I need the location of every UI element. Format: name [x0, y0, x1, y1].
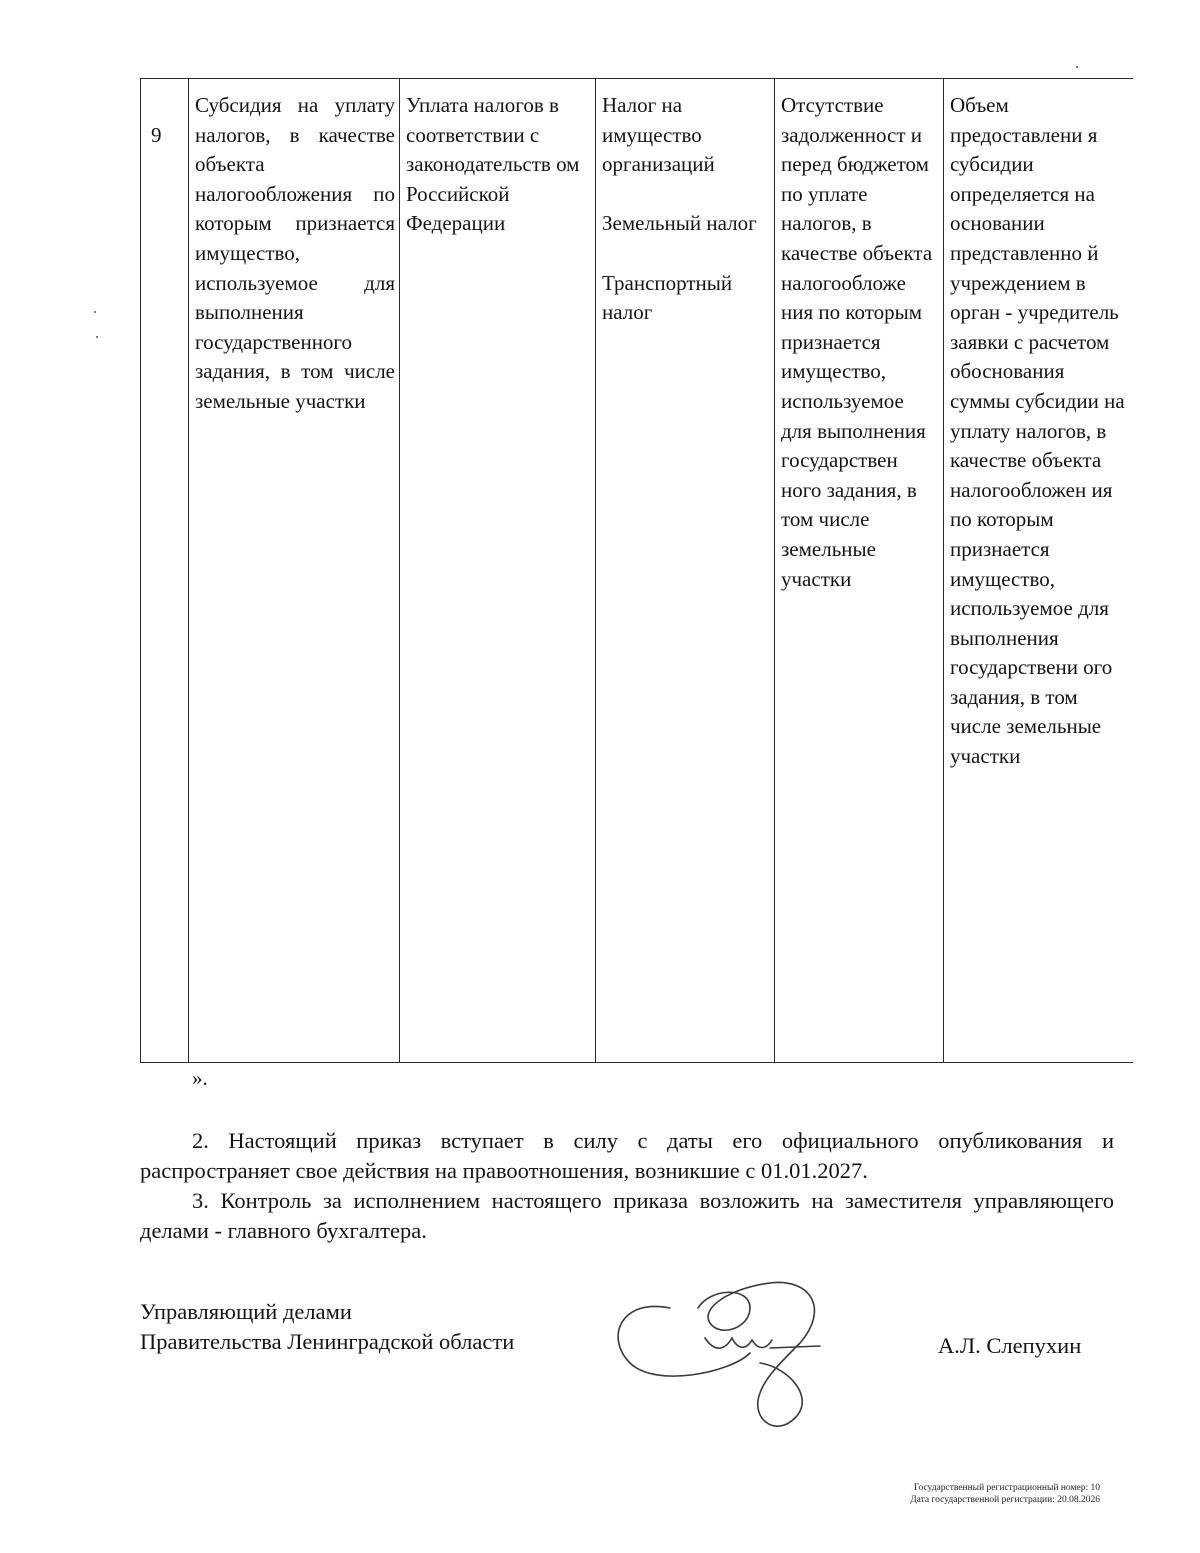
scan-speck — [94, 311, 96, 313]
row-number-cell: 9 — [141, 79, 189, 1063]
paragraph-3: 3. Контроль за исполнением настоящего приказа возложить на заместителя управляющего делами - главного бухгалтера. — [140, 1188, 1114, 1243]
paragraph-2: 2. Настоящий приказ вступает в силу с даты его официального опубликования и распространяет свое действия на правоотношения, возникшие с 01.01.2027. — [140, 1128, 1114, 1183]
closing-quote: ». — [192, 1066, 208, 1090]
signer-title: Управляющий делами Правительства Ленинградской области — [140, 1299, 515, 1354]
scan-speck — [96, 336, 98, 338]
subsidy-table — [140, 78, 1133, 1063]
signer-name: А.Л. Слепухин — [938, 1333, 1082, 1358]
scan-speck — [1076, 66, 1078, 68]
handwritten-signature — [600, 1268, 850, 1448]
subsidy-name-cell: Субсидия на уплату налогов, в качестве объекта налогообложения по которым признается имущество, используемое для выполнения государственного задания, в том числе земельные участки — [189, 79, 400, 1063]
registration-stamp: Государственный регистрационный номер: 10 Дата государственной регистрации: 20.08.2026 — [910, 1483, 1100, 1505]
subsidy-purpose-cell: Уплата налогов в соответствии с законодательств ом Российской Федерации — [400, 79, 596, 1063]
condition-cell: Отсутствие задолженност и перед бюджетом по уплате налогов, в качестве объекта налогообложе ния по которым признается имущество, используемое для выполнения государствен ного задания, в том числе земельные участки — [775, 79, 944, 1063]
table-row — [141, 79, 1133, 1063]
tax-types-cell: Налог на имущество организаций Земельный налог Транспортный налог — [596, 79, 775, 1063]
volume-cell: Объем предоставлени я субсидии определяется на основании представленно й учреждением в орган - учредитель заявки с расчетом обоснования суммы субсидии на уплату налогов, в качестве объекта налогообложен ия по которым признается имущество, используемое для выполнения государствени ого задания, в том числе земельные участки — [944, 79, 1133, 1063]
